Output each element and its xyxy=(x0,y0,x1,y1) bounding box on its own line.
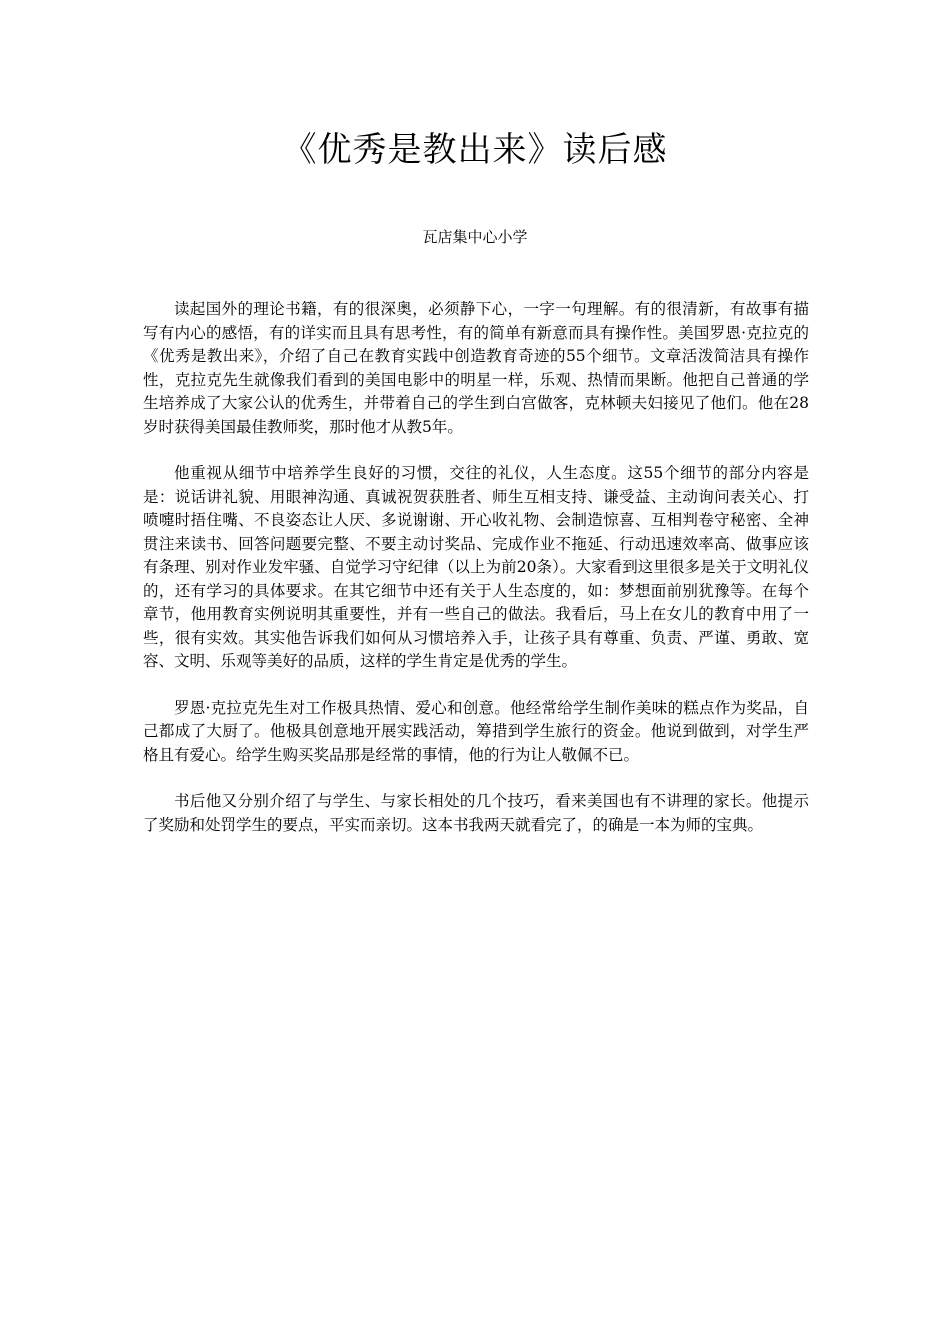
document-title: 《优秀是教出来》读后感 xyxy=(282,130,668,170)
document-author: 瓦店集中心小学 xyxy=(422,228,528,246)
document-body xyxy=(143,298,809,860)
paragraph-1: 读起国外的理论书籍，有的很深奥，必须静下心，一字一句理解。有的很清新，有故事有描写有内心的感悟，有的详实而且具有思考性，有的简单有新意而具有操作性。美国罗恩·克拉克的《优秀是教出来》，介绍了自己在教育实践中创造教育奇迹的55个细节。文章活泼简洁具有操作性，克拉克先生就像我们看到的美国电影中的明星一样，乐观、热情而果断。他把自己普通的学生培养成了大家公认的优秀生，并带着自己的学生到白宫做客，克林顿夫妇接见了他们。他在28岁时获得美国最佳教师奖，那时他才从教5年。 xyxy=(143,300,809,436)
paragraph-2: 他重视从细节中培养学生良好的习惯，交往的礼仪，人生态度。这55个细节的部分内容是是：说话讲礼貌、用眼神沟通、真诚祝贺获胜者、师生互相支持、谦受益、主动询问表关心、打喷嚏时捂住嘴、不良姿态让人厌、多说谢谢、开心收礼物、会制造惊喜、互相判卷守秘密、全神贯注来读书、回答问题要完整、不要主动讨奖品、完成作业不拖延、行动迅速效率高、做事应该有条理、别对作业发牢骚、自觉学习守纪律（以上为前20条）。大家看到这里很多是关于文明礼仪的，还有学习的具体要求。在其它细节中还有关于人生态度的，如：梦想面前别犹豫等。在每个章节，他用教育实例说明其重要性，并有一些自己的做法。我看后，马上在女儿的教育中用了一些，很有实效。其实他告诉我们如何从习惯培养入手，让孩子具有尊重、负责、严谨、勇敢、宽容、文明、乐观等美好的品质，这样的学生肯定是优秀的学生。 xyxy=(143,464,809,670)
paragraph-3: 罗恩·克拉克先生对工作极具热情、爱心和创意。他经常给学生制作美味的糕点作为奖品，自己都成了大厨了。他极具创意地开展实践活动，筹措到学生旅行的资金。他说到做到，对学生严格且有爱心。给学生购买奖品那是经常的事情，他的行为让人敬佩不已。 xyxy=(143,698,809,764)
paragraph-4: 书后他又分别介绍了与学生、与家长相处的几个技巧，看来美国也有不讲理的家长。他提示了奖励和处罚学生的要点，平实而亲切。这本书我两天就看完了，的确是一本为师的宝典。 xyxy=(143,792,809,834)
